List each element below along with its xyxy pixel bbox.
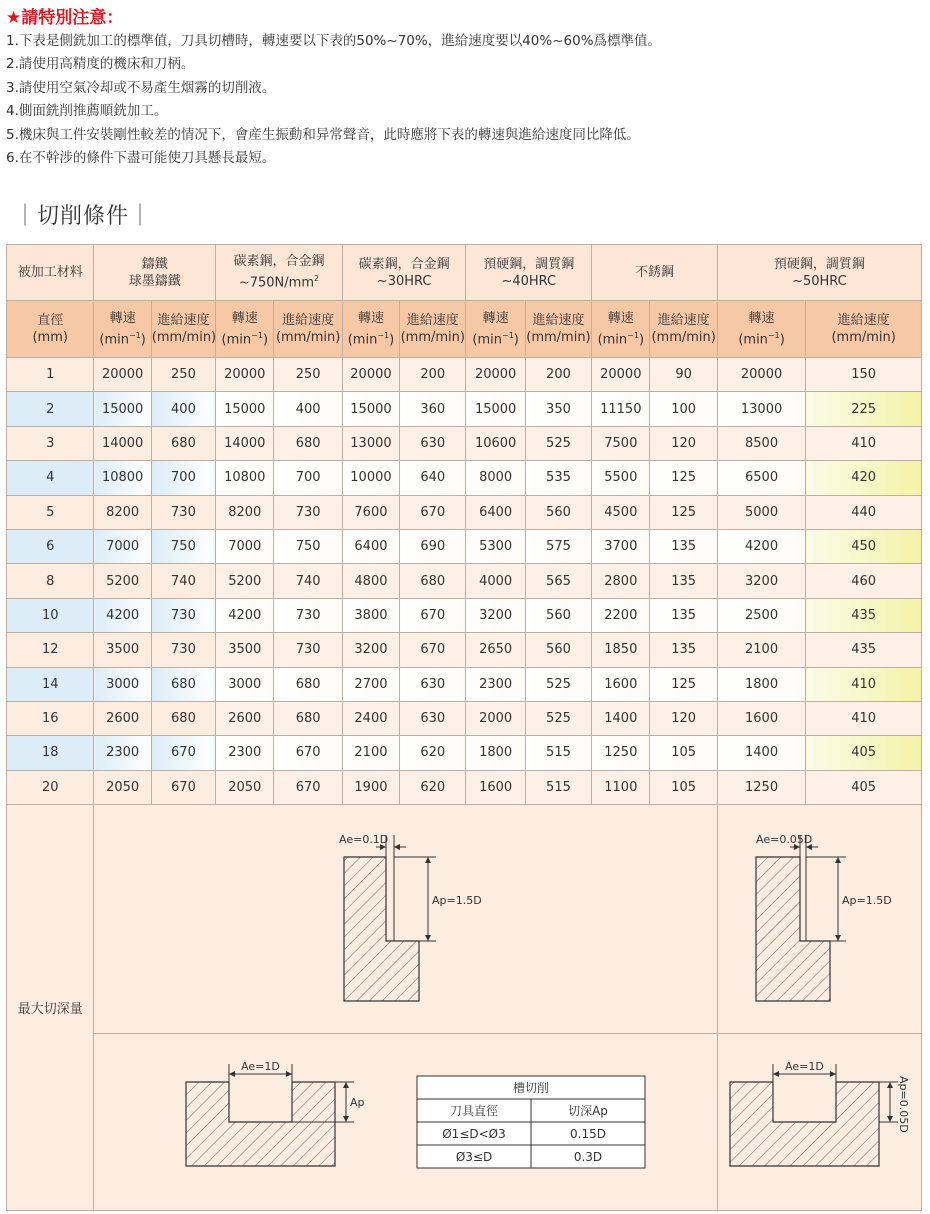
feed-cell: 120 bbox=[650, 701, 717, 735]
speed-cell: 20000 bbox=[216, 358, 274, 392]
feed-cell: 670 bbox=[151, 770, 215, 804]
speed-cell: 20000 bbox=[94, 358, 151, 392]
feed-cell: 620 bbox=[400, 736, 466, 770]
feed-cell: 135 bbox=[650, 564, 717, 598]
speed-cell: 20000 bbox=[592, 358, 650, 392]
material-carbon-steel-30hrc: 碳素鋼，合金鋼 ~30HRC bbox=[342, 245, 466, 301]
speed-cell: 6400 bbox=[342, 529, 399, 563]
feed-cell: 670 bbox=[400, 495, 466, 529]
feed-cell: 750 bbox=[151, 529, 215, 563]
slot-table-cell: 0.15D bbox=[570, 1127, 607, 1142]
speed-cell: 2050 bbox=[94, 770, 151, 804]
table-row bbox=[7, 598, 922, 632]
max-depth-row bbox=[7, 805, 922, 1034]
feed-cell: 105 bbox=[650, 736, 717, 770]
slot-table-col1: 刀具直徑 bbox=[450, 1104, 499, 1119]
speed-cell: 8200 bbox=[94, 495, 151, 529]
speed-cell: 3700 bbox=[592, 529, 650, 563]
notice-line-5: 5.機床與工件安裝剛性較差的情况下，會産生振動和异常聲音，此時應將下表的轉速與進給速度同比降低。 bbox=[6, 126, 640, 143]
feed-cell: 620 bbox=[400, 770, 466, 804]
table-row bbox=[7, 461, 922, 495]
speed-cell: 2650 bbox=[466, 633, 525, 667]
speed-cell: 5200 bbox=[94, 564, 151, 598]
feed-cell: 120 bbox=[650, 426, 717, 460]
speed-cell: 20000 bbox=[466, 358, 525, 392]
feed-cell: 435 bbox=[806, 633, 922, 667]
feed-cell: 125 bbox=[650, 667, 717, 701]
table-row bbox=[7, 358, 922, 392]
speed-cell: 1850 bbox=[592, 633, 650, 667]
notice-line-6: 6.在不幹涉的條件下盡可能使刀具懸長最短。 bbox=[6, 150, 276, 167]
feed-header: 進給速度 (mm/min) bbox=[650, 301, 717, 358]
feed-cell: 360 bbox=[400, 392, 466, 426]
unit-header-row bbox=[7, 301, 922, 358]
cutting-conditions-table bbox=[6, 244, 922, 1211]
feed-cell: 125 bbox=[650, 495, 717, 529]
feed-cell: 680 bbox=[274, 701, 342, 735]
ae-label: Ae=1D bbox=[784, 1060, 824, 1074]
feed-cell: 400 bbox=[274, 392, 342, 426]
table-row bbox=[7, 770, 922, 804]
slot-milling-diagram bbox=[94, 1034, 720, 1210]
ap-label: Ap=1.5D bbox=[841, 894, 892, 908]
diagram-cell-side-005 bbox=[717, 805, 921, 1034]
feed-cell: 400 bbox=[151, 392, 215, 426]
ae-label: Ae=0.05D bbox=[755, 833, 813, 847]
speed-cell: 4200 bbox=[717, 529, 805, 563]
speed-cell: 2700 bbox=[342, 667, 399, 701]
speed-cell: 8200 bbox=[216, 495, 274, 529]
speed-cell: 2300 bbox=[466, 667, 525, 701]
feed-cell: 525 bbox=[525, 426, 591, 460]
notice-line-4: 4.側面銑削推薦順銑加工。 bbox=[6, 103, 168, 120]
notice-line-2: 2.請使用高精度的機床和刀柄。 bbox=[6, 56, 195, 73]
speed-cell: 1900 bbox=[342, 770, 399, 804]
diameter-header: 直徑 (mm) bbox=[7, 301, 94, 358]
speed-cell: 13000 bbox=[717, 392, 805, 426]
table-row bbox=[7, 736, 922, 770]
speed-cell: 6500 bbox=[717, 461, 805, 495]
speed-cell: 2800 bbox=[592, 564, 650, 598]
speed-cell: 3200 bbox=[717, 564, 805, 598]
feed-cell: 690 bbox=[400, 529, 466, 563]
speed-cell: 5200 bbox=[216, 564, 274, 598]
speed-cell: 1600 bbox=[592, 667, 650, 701]
speed-header: 轉速 $(\min^{-1})$ bbox=[592, 301, 650, 358]
speed-cell: 1400 bbox=[717, 736, 805, 770]
feed-cell: 670 bbox=[400, 598, 466, 632]
feed-cell: 525 bbox=[525, 701, 591, 735]
speed-header: 轉速 $(\min^{-1})$ bbox=[466, 301, 525, 358]
speed-cell: 3000 bbox=[216, 667, 274, 701]
speed-cell: 1800 bbox=[466, 736, 525, 770]
speed-cell: 2100 bbox=[342, 736, 399, 770]
feed-cell: 640 bbox=[400, 461, 466, 495]
material-header: 被加工材料 bbox=[7, 245, 94, 301]
diameter-cell: 16 bbox=[7, 701, 94, 735]
speed-cell: 10800 bbox=[94, 461, 151, 495]
diameter-cell: 10 bbox=[7, 598, 94, 632]
feed-cell: 515 bbox=[525, 770, 591, 804]
speed-cell: 2200 bbox=[592, 598, 650, 632]
speed-cell: 15000 bbox=[94, 392, 151, 426]
feed-cell: 515 bbox=[525, 736, 591, 770]
feed-cell: 730 bbox=[274, 495, 342, 529]
feed-cell: 440 bbox=[806, 495, 922, 529]
material-header-row bbox=[7, 245, 922, 301]
slot-table-cell: Ø1≤D<Ø3 bbox=[442, 1127, 507, 1142]
speed-cell: 4200 bbox=[94, 598, 151, 632]
feed-cell: 405 bbox=[806, 770, 922, 804]
speed-cell: 7500 bbox=[592, 426, 650, 460]
feed-header: 進給速度 (mm/min) bbox=[274, 301, 342, 358]
side-milling-diagram-005 bbox=[718, 805, 921, 1033]
feed-cell: 680 bbox=[151, 426, 215, 460]
feed-cell: 560 bbox=[525, 495, 591, 529]
ae-label: Ae=1D bbox=[241, 1060, 281, 1074]
table-row bbox=[7, 701, 922, 735]
speed-cell: 2600 bbox=[94, 701, 151, 735]
speed-cell: 3200 bbox=[466, 598, 525, 632]
feed-cell: 670 bbox=[274, 736, 342, 770]
feed-cell: 740 bbox=[274, 564, 342, 598]
feed-cell: 750 bbox=[274, 529, 342, 563]
feed-cell: 450 bbox=[806, 529, 922, 563]
table-row bbox=[7, 495, 922, 529]
ae-label: Ae=0.1D bbox=[339, 833, 389, 847]
feed-cell: 740 bbox=[151, 564, 215, 598]
speed-cell: 7000 bbox=[216, 529, 274, 563]
title-bar-left: ｜ bbox=[14, 204, 38, 229]
feed-cell: 460 bbox=[806, 564, 922, 598]
feed-cell: 435 bbox=[806, 598, 922, 632]
speed-cell: 1250 bbox=[717, 770, 805, 804]
feed-cell: 200 bbox=[525, 358, 591, 392]
feed-cell: 680 bbox=[274, 667, 342, 701]
feed-cell: 100 bbox=[650, 392, 717, 426]
diameter-cell: 5 bbox=[7, 495, 94, 529]
speed-cell: 15000 bbox=[342, 392, 399, 426]
slot-table-title: 槽切削 bbox=[513, 1081, 550, 1096]
diameter-cell: 2 bbox=[7, 392, 94, 426]
feed-header: 進給速度 (mm/min) bbox=[806, 301, 922, 358]
feed-cell: 680 bbox=[151, 667, 215, 701]
feed-cell: 410 bbox=[806, 667, 922, 701]
section-title bbox=[14, 202, 152, 232]
feed-cell: 670 bbox=[274, 770, 342, 804]
table-row bbox=[7, 529, 922, 563]
feed-cell: 560 bbox=[525, 633, 591, 667]
table-row bbox=[7, 667, 922, 701]
speed-cell: 13000 bbox=[342, 426, 399, 460]
diameter-cell: 8 bbox=[7, 564, 94, 598]
feed-cell: 135 bbox=[650, 633, 717, 667]
speed-cell: 3500 bbox=[216, 633, 274, 667]
feed-cell: 630 bbox=[400, 667, 466, 701]
notice-title: ★請特別注意： bbox=[6, 8, 124, 28]
speed-cell: 7000 bbox=[94, 529, 151, 563]
speed-header: 轉速 $(\min^{-1})$ bbox=[94, 301, 151, 358]
feed-cell: 730 bbox=[151, 633, 215, 667]
diameter-cell: 18 bbox=[7, 736, 94, 770]
diameter-cell: 6 bbox=[7, 529, 94, 563]
feed-cell: 125 bbox=[650, 461, 717, 495]
feed-cell: 350 bbox=[525, 392, 591, 426]
ap-label: Ap=1.5D bbox=[432, 894, 483, 908]
speed-cell: 1400 bbox=[592, 701, 650, 735]
speed-cell: 2300 bbox=[216, 736, 274, 770]
speed-cell: 1600 bbox=[466, 770, 525, 804]
speed-cell: 2600 bbox=[216, 701, 274, 735]
feed-cell: 250 bbox=[151, 358, 215, 392]
speed-cell: 11150 bbox=[592, 392, 650, 426]
material-prehardened-50hrc: 預硬鋼，調質鋼 ~50HRC bbox=[717, 245, 921, 301]
feed-cell: 105 bbox=[650, 770, 717, 804]
max-depth-label: 最大切深量 bbox=[7, 805, 94, 1211]
speed-cell: 5000 bbox=[717, 495, 805, 529]
speed-cell: 2400 bbox=[342, 701, 399, 735]
notice-block bbox=[6, 6, 921, 170]
diagram-cell-slot bbox=[94, 1034, 717, 1211]
diameter-cell: 20 bbox=[7, 770, 94, 804]
diameter-cell: 12 bbox=[7, 633, 94, 667]
speed-cell: 14000 bbox=[94, 426, 151, 460]
slot-table-cell: Ø3≤D bbox=[456, 1150, 493, 1165]
feed-cell: 680 bbox=[274, 426, 342, 460]
speed-cell: 14000 bbox=[216, 426, 274, 460]
speed-cell: 4500 bbox=[592, 495, 650, 529]
speed-cell: 20000 bbox=[717, 358, 805, 392]
table-row bbox=[7, 633, 922, 667]
speed-cell: 1100 bbox=[592, 770, 650, 804]
notice-line-3: 3.請使用空氣冷却或不易產生烟霧的切削液。 bbox=[6, 79, 276, 96]
speed-cell: 3500 bbox=[94, 633, 151, 667]
notice-line-1: 1.下表是側銑加工的標準值，刀具切槽時，轉速要以下表的50%~70%，進給速度要以40%~60%爲標準值。 bbox=[6, 33, 662, 49]
feed-cell: 560 bbox=[525, 598, 591, 632]
speed-cell: 8000 bbox=[466, 461, 525, 495]
material-carbon-steel-750: 碳素鋼，合金鋼 $\sim 750N/mm^2$ bbox=[216, 245, 343, 301]
speed-cell: 3000 bbox=[94, 667, 151, 701]
speed-cell: 20000 bbox=[342, 358, 399, 392]
material-stainless-steel: 不銹鋼 bbox=[592, 245, 718, 301]
speed-cell: 4000 bbox=[466, 564, 525, 598]
feed-cell: 420 bbox=[806, 461, 922, 495]
feed-cell: 630 bbox=[400, 426, 466, 460]
diameter-cell: 4 bbox=[7, 461, 94, 495]
speed-cell: 5300 bbox=[466, 529, 525, 563]
speed-header: 轉速 $(\min^{-1})$ bbox=[717, 301, 805, 358]
speed-cell: 15000 bbox=[216, 392, 274, 426]
speed-cell: 1800 bbox=[717, 667, 805, 701]
shallow-slot-diagram bbox=[718, 1034, 921, 1210]
speed-cell: 10800 bbox=[216, 461, 274, 495]
speed-cell: 10000 bbox=[342, 461, 399, 495]
title-bar-right: ｜ bbox=[129, 204, 153, 229]
side-milling-diagram-01 bbox=[94, 805, 720, 1033]
slot-table-cell: 0.3D bbox=[574, 1150, 603, 1165]
feed-cell: 410 bbox=[806, 701, 922, 735]
feed-cell: 680 bbox=[400, 564, 466, 598]
speed-cell: 4800 bbox=[342, 564, 399, 598]
feed-cell: 730 bbox=[151, 495, 215, 529]
feed-cell: 670 bbox=[400, 633, 466, 667]
speed-cell: 2000 bbox=[466, 701, 525, 735]
speed-cell: 6400 bbox=[466, 495, 525, 529]
speed-header: 轉速 $(\min^{-1})$ bbox=[342, 301, 399, 358]
feed-cell: 135 bbox=[650, 598, 717, 632]
feed-cell: 700 bbox=[274, 461, 342, 495]
diagram-cell-slot-shallow bbox=[717, 1034, 921, 1211]
section-title-text: 切削條件 bbox=[37, 204, 130, 229]
feed-cell: 680 bbox=[151, 701, 215, 735]
speed-cell: 2100 bbox=[717, 633, 805, 667]
slot-table-col2: 切深Ap bbox=[568, 1104, 609, 1119]
table-row bbox=[7, 426, 922, 460]
feed-cell: 670 bbox=[151, 736, 215, 770]
max-depth-row-2 bbox=[7, 1034, 922, 1211]
diagram-cell-side-01 bbox=[94, 805, 717, 1034]
feed-cell: 730 bbox=[151, 598, 215, 632]
feed-cell: 135 bbox=[650, 529, 717, 563]
feed-header: 進給速度 (mm/min) bbox=[525, 301, 591, 358]
speed-cell: 3200 bbox=[342, 633, 399, 667]
feed-cell: 250 bbox=[274, 358, 342, 392]
diameter-cell: 3 bbox=[7, 426, 94, 460]
feed-header: 進給速度 (mm/min) bbox=[151, 301, 215, 358]
table-row bbox=[7, 564, 922, 598]
feed-cell: 700 bbox=[151, 461, 215, 495]
feed-cell: 410 bbox=[806, 426, 922, 460]
speed-cell: 10600 bbox=[466, 426, 525, 460]
ap-label: Ap=0.05D bbox=[896, 1076, 910, 1133]
speed-cell: 1600 bbox=[717, 701, 805, 735]
feed-cell: 630 bbox=[400, 701, 466, 735]
feed-cell: 565 bbox=[525, 564, 591, 598]
feed-cell: 225 bbox=[806, 392, 922, 426]
diameter-cell: 1 bbox=[7, 358, 94, 392]
speed-cell: 4200 bbox=[216, 598, 274, 632]
feed-cell: 575 bbox=[525, 529, 591, 563]
speed-cell: 7600 bbox=[342, 495, 399, 529]
speed-cell: 1250 bbox=[592, 736, 650, 770]
feed-cell: 405 bbox=[806, 736, 922, 770]
feed-cell: 200 bbox=[400, 358, 466, 392]
feed-header: 進給速度 (mm/min) bbox=[400, 301, 466, 358]
feed-cell: 525 bbox=[525, 667, 591, 701]
speed-header: 轉速 $(\min^{-1})$ bbox=[216, 301, 274, 358]
diameter-cell: 14 bbox=[7, 667, 94, 701]
feed-cell: 730 bbox=[274, 598, 342, 632]
speed-cell: 2500 bbox=[717, 598, 805, 632]
feed-cell: 730 bbox=[274, 633, 342, 667]
data-rows bbox=[7, 358, 922, 805]
material-prehardened-40hrc: 預硬鋼，調質鋼 ~40HRC bbox=[466, 245, 592, 301]
speed-cell: 8500 bbox=[717, 426, 805, 460]
feed-cell: 535 bbox=[525, 461, 591, 495]
speed-cell: 2050 bbox=[216, 770, 274, 804]
speed-cell: 2300 bbox=[94, 736, 151, 770]
speed-cell: 3800 bbox=[342, 598, 399, 632]
feed-cell: 150 bbox=[806, 358, 922, 392]
speed-cell: 5500 bbox=[592, 461, 650, 495]
speed-cell: 15000 bbox=[466, 392, 525, 426]
material-cast-iron: 鑄鐵 球墨鑄鐵 bbox=[94, 245, 216, 301]
table-row bbox=[7, 392, 922, 426]
feed-cell: 90 bbox=[650, 358, 717, 392]
ap-label: Ap bbox=[350, 1096, 365, 1110]
